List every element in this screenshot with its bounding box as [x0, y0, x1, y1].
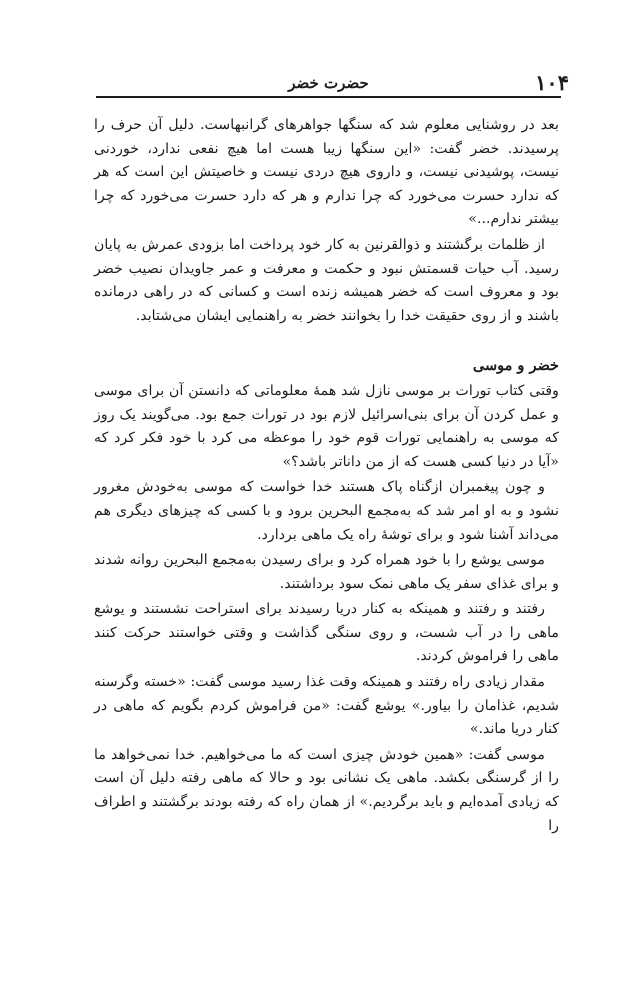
- paragraph-seashore: رفتند و رفتند و همینکه به کنار دریا رسیدند برای استراحت نشستند و یوشع ماهی را در آب شست، و روی سنگی گذاشت و وقتی خواستند حرکت کنند ماهی را فراموش کردند.: [94, 601, 559, 665]
- body-text: [94, 114, 559, 838]
- section-heading: خضر و موسی: [472, 357, 559, 375]
- paragraph-prophets: و چون پیغمبران ازگناه پاک هستند خدا خواست که موسی به‌خودش مغرور نشود و به او امر شد که به‌مجمع البحرین برود و با کسی که چیزهای دیگری هم می‌داند آشنا شود و برای توشهٔ راه یک ماهی بردارد.: [94, 479, 559, 543]
- chapter-title: حضرت خضر: [288, 74, 369, 92]
- paragraph-sign: موسی گفت: «همین خودش چیزی است که ما می‌خواهیم. خدا نمی‌خواهد ما را از گرسنگی بکشد. ماهی یک نشانی بود و حالا که ماهی رفته دلیل آن است که زیادی آمده‌ایم و باید برگردیم.» از همان راه که رفته بودند برگشتند و اطراف را: [94, 746, 559, 834]
- paragraph-joshua: موسی یوشع را با خود همراه کرد و برای رسیدن به‌مجمع البحرین روانه شدند و برای غذای سفر یک ماهی نمک سود برداشتند.: [94, 552, 559, 592]
- paragraph-return-from-darkness: از ظلمات برگشتند و ذوالقرنین به کار خود پرداخت اما بزودی عمرش به پایان رسید. آب حیات قسمتش نبود و حکمت و معرفت و عمر جاویدان نصیب خضر بود و معروف است که خضر همیشه زنده است و کسانی که در راهی درمانده باشند و از روی حقیقت خدا را بخوانند خضر به راهنمایی ایشان می‌شتابد.: [94, 236, 559, 324]
- paragraph-jewels: بعد در روشنایی معلوم شد که سنگها جواهرهای گرانبهاست. دلیل آن حرف را پرسیدند. خضر گفت: «این سنگها زیبا هست اما هیچ نفعی ندارد، خوردنی نیست، پوشیدنی نیست، و داروی هیچ دردی نیست و خاصیتش این است که هر که ندارد حسرت می‌خورد که چرا ندارم و هر که دارد حسرت می‌خورد که چرا بیشتر ندارم...»: [94, 117, 559, 228]
- paragraph-torah: وقتی کتاب تورات بر موسی نازل شد همهٔ معلوماتی که دانستن آن برای موسی و عمل کردن آن برای بنی‌اسرائیل لازم بود در تورات جمع بود. می‌گویند یک روز که موسی به راهنمایی تورات قوم خود را موعظه می کرد با خود فکر کرد که «آیا در دنیا کسی هست که از من داناتر باشد؟»: [94, 382, 559, 470]
- page-number: ۱۰۴: [535, 70, 569, 95]
- running-head: [96, 70, 569, 98]
- paragraph-hunger: مقدار زیادی راه رفتند و همینکه وقت غذا رسید موسی گفت: «خسته وگرسنه شدیم، غذامان را بیاور.» یوشع گفت: «من فراموش کردم بگویم که ماهی در کنار دریا ماند.»: [94, 674, 559, 738]
